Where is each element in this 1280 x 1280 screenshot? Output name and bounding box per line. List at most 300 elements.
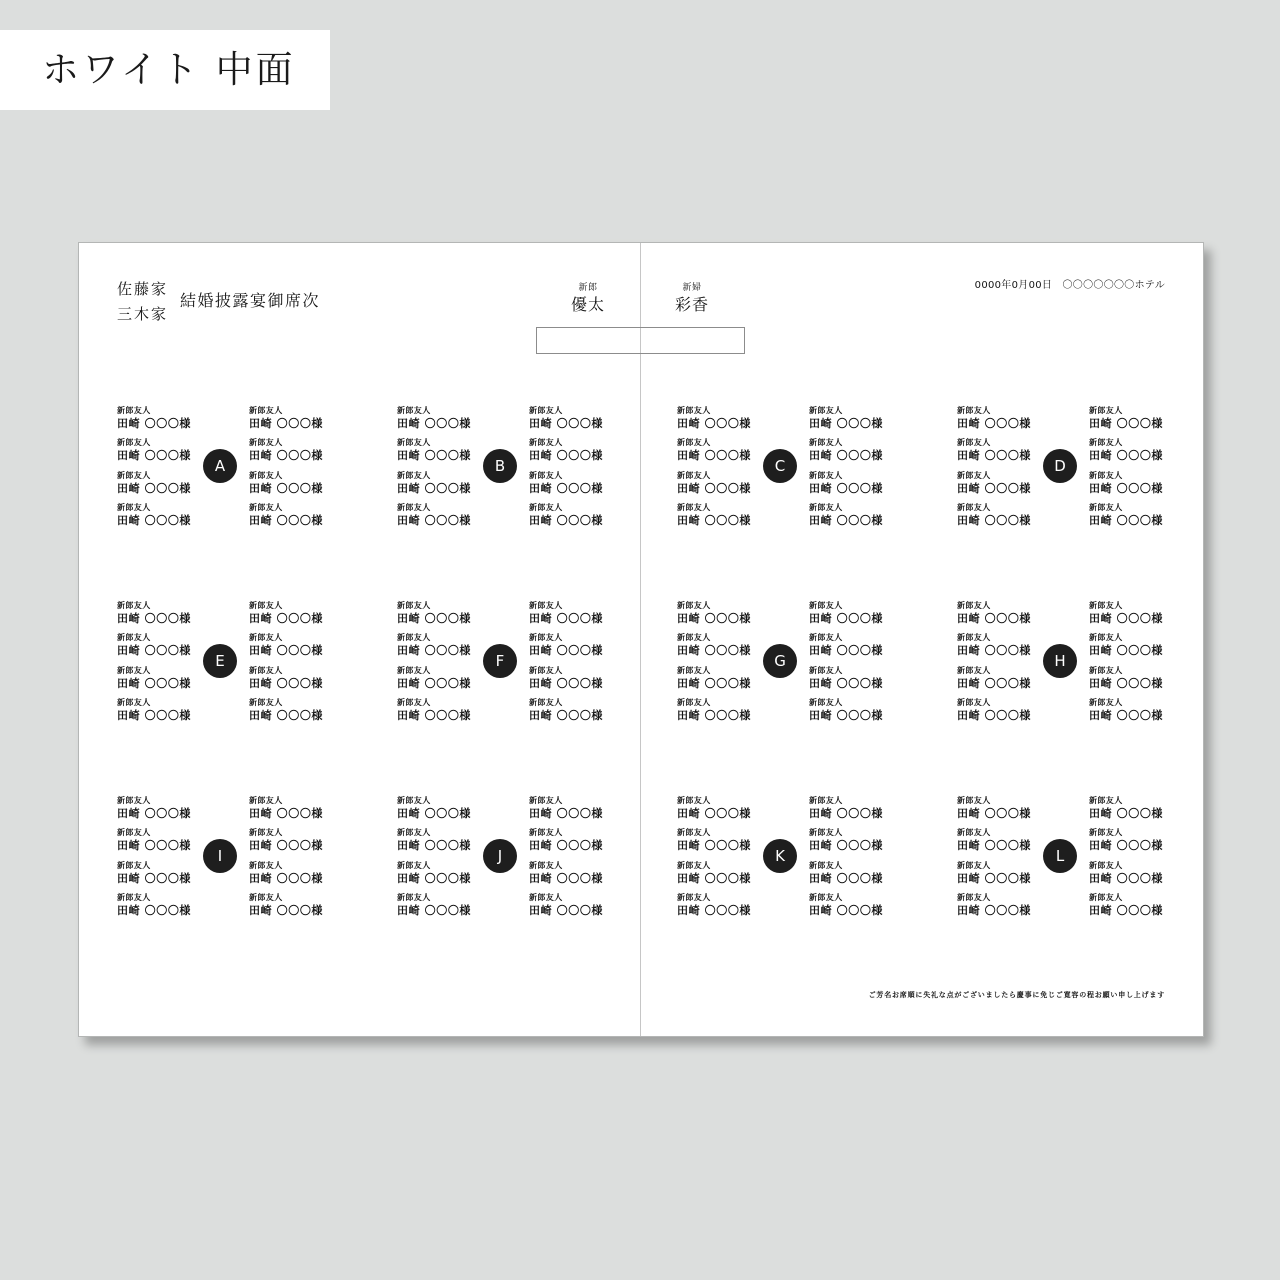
guest-relation: 新郎友人: [957, 633, 991, 643]
guest-name: 田崎 〇〇〇様: [529, 481, 604, 495]
guest-column-right: [1089, 795, 1169, 926]
guest-name: 田崎 〇〇〇様: [677, 676, 752, 690]
guest-entry: [529, 437, 609, 470]
guest-name: 田崎 〇〇〇様: [809, 839, 884, 853]
guest-column-left: [957, 405, 1037, 536]
guest-name: 田崎 〇〇〇様: [397, 871, 472, 885]
table-letter-badge: [203, 644, 237, 678]
guest-name: 田崎 〇〇〇様: [117, 514, 192, 528]
guest-entry: [957, 405, 1037, 438]
guest-name: 田崎 〇〇〇様: [1089, 449, 1164, 463]
guest-relation: 新郎友人: [529, 438, 563, 448]
guest-name: 田崎 〇〇〇様: [117, 839, 192, 853]
guest-entry: [677, 600, 757, 633]
guest-relation: 新郎友人: [957, 405, 991, 415]
guest-name: 田崎 〇〇〇様: [397, 644, 472, 658]
guest-entry: [529, 827, 609, 860]
guest-relation: 新郎友人: [809, 633, 843, 643]
guest-name: 田崎 〇〇〇様: [117, 416, 192, 430]
guest-name: 田崎 〇〇〇様: [529, 611, 604, 625]
guest-column-right: [529, 405, 609, 536]
guest-relation: 新郎友人: [677, 698, 711, 708]
guest-relation: 新郎友人: [397, 405, 431, 415]
guest-name: 田崎 〇〇〇様: [249, 611, 324, 625]
guest-entry: [117, 827, 197, 860]
table-e: [117, 600, 323, 731]
table-g: [677, 600, 883, 731]
guest-column-right: [529, 795, 609, 926]
guest-entry: [397, 405, 477, 438]
guest-name: 田崎 〇〇〇様: [1089, 644, 1164, 658]
guest-name: 田崎 〇〇〇様: [957, 449, 1032, 463]
guest-relation: 新郎友人: [809, 698, 843, 708]
guest-column-right: [809, 795, 889, 926]
table-letter-badge: [1043, 644, 1077, 678]
guest-relation: 新郎友人: [677, 795, 711, 805]
seating-chart-title: 結婚披露宴御席次: [180, 291, 321, 310]
guest-entry: [397, 632, 477, 665]
guest-relation: 新郎友人: [397, 600, 431, 610]
guest-relation: 新郎友人: [117, 438, 151, 448]
guest-entry: [677, 665, 757, 698]
guest-entry: [117, 632, 197, 665]
family-names: [117, 277, 168, 327]
guest-relation: 新郎友人: [397, 893, 431, 903]
guest-entry: [117, 795, 197, 828]
table-letter-badge: [763, 839, 797, 873]
guest-entry: [677, 470, 757, 503]
guest-entry: [957, 632, 1037, 665]
guest-entry: [809, 665, 889, 698]
guest-relation: 新郎友人: [117, 860, 151, 870]
guest-column-left: [117, 600, 197, 731]
guest-relation: 新郎友人: [957, 795, 991, 805]
guest-relation: 新郎友人: [957, 860, 991, 870]
guest-relation: 新郎友人: [249, 633, 283, 643]
guest-entry: [397, 665, 477, 698]
guest-entry: [1089, 600, 1169, 633]
guest-column-left: [677, 795, 757, 926]
table-letter: E: [215, 651, 225, 670]
table-l: [957, 795, 1163, 926]
date-venue: 0000年0月00日 〇〇〇〇〇〇〇ホテル: [974, 280, 1165, 291]
guest-entry: [117, 470, 197, 503]
guest-relation: 新郎友人: [397, 438, 431, 448]
guest-relation: 新郎友人: [677, 828, 711, 838]
guest-name: 田崎 〇〇〇様: [397, 839, 472, 853]
guest-entry: [957, 437, 1037, 470]
guest-relation: 新郎友人: [809, 828, 843, 838]
table-k: [677, 795, 883, 926]
guest-column-left: [397, 405, 477, 536]
guest-name: 田崎 〇〇〇様: [809, 904, 884, 918]
guest-name: 田崎 〇〇〇様: [117, 644, 192, 658]
guest-name: 田崎 〇〇〇様: [677, 514, 752, 528]
guest-relation: 新郎友人: [397, 470, 431, 480]
guest-entry: [117, 860, 197, 893]
guest-name: 田崎 〇〇〇様: [529, 449, 604, 463]
guest-relation: 新郎友人: [957, 665, 991, 675]
guest-name: 田崎 〇〇〇様: [809, 644, 884, 658]
guest-relation: 新郎友人: [677, 860, 711, 870]
guest-entry: [529, 502, 609, 535]
guest-entry: [1089, 827, 1169, 860]
guest-relation: 新郎友人: [957, 698, 991, 708]
guest-entry: [809, 827, 889, 860]
guest-entry: [1089, 795, 1169, 828]
guest-entry: [957, 827, 1037, 860]
guest-entry: [117, 502, 197, 535]
groom-role-label: 新郎: [578, 283, 598, 293]
guest-relation: 新郎友人: [529, 600, 563, 610]
guest-relation: 新郎友人: [809, 860, 843, 870]
guest-relation: 新郎友人: [529, 860, 563, 870]
table-letter-badge: [1043, 449, 1077, 483]
guest-relation: 新郎友人: [529, 665, 563, 675]
table-letter: L: [1055, 846, 1065, 865]
guest-name: 田崎 〇〇〇様: [249, 904, 324, 918]
groom-block: [553, 282, 623, 316]
guest-entry: [809, 470, 889, 503]
guest-name: 田崎 〇〇〇様: [1089, 481, 1164, 495]
guest-column-left: [957, 795, 1037, 926]
guest-entry: [397, 697, 477, 730]
guest-entry: [957, 502, 1037, 535]
guest-name: 田崎 〇〇〇様: [249, 871, 324, 885]
guest-name: 田崎 〇〇〇様: [529, 904, 604, 918]
guest-relation: 新郎友人: [117, 795, 151, 805]
guest-relation: 新郎友人: [117, 470, 151, 480]
guest-name: 田崎 〇〇〇様: [529, 644, 604, 658]
guest-relation: 新郎友人: [1089, 828, 1123, 838]
guest-column-right: [249, 795, 329, 926]
guest-relation: 新郎友人: [809, 600, 843, 610]
table-letter: H: [1054, 651, 1066, 670]
guest-entry: [529, 405, 609, 438]
guest-name: 田崎 〇〇〇様: [117, 676, 192, 690]
guest-name: 田崎 〇〇〇様: [529, 709, 604, 723]
table-letter-badge: [203, 449, 237, 483]
guest-name: 田崎 〇〇〇様: [529, 806, 604, 820]
guest-entry: [249, 600, 329, 633]
guest-relation: 新郎友人: [957, 503, 991, 513]
guest-relation: 新郎友人: [117, 600, 151, 610]
table-letter-badge: [763, 449, 797, 483]
guest-entry: [1089, 860, 1169, 893]
guest-relation: 新郎友人: [677, 665, 711, 675]
guest-column-right: [249, 405, 329, 536]
guest-name: 田崎 〇〇〇様: [1089, 871, 1164, 885]
guest-relation: 新郎友人: [249, 665, 283, 675]
table-i: [117, 795, 323, 926]
guest-relation: 新郎友人: [1089, 633, 1123, 643]
guest-name: 田崎 〇〇〇様: [1089, 611, 1164, 625]
table-letter-badge: [483, 644, 517, 678]
guest-entry: [397, 795, 477, 828]
variant-label: ホワイト 中面: [0, 30, 330, 110]
guest-name: 田崎 〇〇〇様: [957, 676, 1032, 690]
guest-name: 田崎 〇〇〇様: [957, 611, 1032, 625]
guest-entry: [1089, 405, 1169, 438]
guest-relation: 新郎友人: [529, 795, 563, 805]
guest-relation: 新郎友人: [529, 405, 563, 415]
guest-entry: [677, 892, 757, 925]
guest-column-left: [957, 600, 1037, 731]
guest-column-left: [117, 795, 197, 926]
guest-name: 田崎 〇〇〇様: [809, 709, 884, 723]
guest-name: 田崎 〇〇〇様: [677, 611, 752, 625]
guest-relation: 新郎友人: [957, 828, 991, 838]
guest-relation: 新郎友人: [1089, 893, 1123, 903]
guest-name: 田崎 〇〇〇様: [249, 644, 324, 658]
guest-relation: 新郎友人: [249, 600, 283, 610]
guest-entry: [809, 405, 889, 438]
table-letter: C: [774, 456, 786, 475]
guest-name: 田崎 〇〇〇様: [397, 709, 472, 723]
guest-entry: [529, 892, 609, 925]
guest-relation: 新郎友人: [397, 633, 431, 643]
guest-entry: [677, 827, 757, 860]
guest-entry: [249, 502, 329, 535]
guest-name: 田崎 〇〇〇様: [249, 839, 324, 853]
guest-relation: 新郎友人: [957, 893, 991, 903]
guest-name: 田崎 〇〇〇様: [1089, 904, 1164, 918]
guest-relation: 新郎友人: [397, 860, 431, 870]
guest-name: 田崎 〇〇〇様: [677, 481, 752, 495]
guest-entry: [529, 665, 609, 698]
guest-relation: 新郎友人: [249, 893, 283, 903]
seating-chart-spread: [78, 242, 1204, 1037]
groom-name: 優太: [570, 295, 605, 314]
apology-note: ご芳名お席順に失礼な点がございましたら慶事に免じご寛容の程お願い申し上げます: [868, 991, 1165, 999]
guest-entry: [249, 892, 329, 925]
guest-name: 田崎 〇〇〇様: [249, 514, 324, 528]
guest-entry: [117, 405, 197, 438]
guest-relation: 新郎友人: [397, 503, 431, 513]
guest-relation: 新郎友人: [249, 795, 283, 805]
guest-entry: [677, 502, 757, 535]
guest-name: 田崎 〇〇〇様: [677, 806, 752, 820]
guest-name: 田崎 〇〇〇様: [249, 709, 324, 723]
guest-entry: [249, 665, 329, 698]
guest-relation: 新郎友人: [809, 405, 843, 415]
guest-column-right: [809, 405, 889, 536]
guest-relation: 新郎友人: [249, 503, 283, 513]
guest-relation: 新郎友人: [529, 470, 563, 480]
table-letter: A: [214, 456, 226, 475]
guest-name: 田崎 〇〇〇様: [677, 449, 752, 463]
guest-entry: [809, 600, 889, 633]
guest-entry: [529, 860, 609, 893]
guest-relation: 新郎友人: [529, 503, 563, 513]
guest-entry: [249, 697, 329, 730]
guest-entry: [957, 697, 1037, 730]
guest-relation: 新郎友人: [957, 600, 991, 610]
guest-entry: [529, 470, 609, 503]
guest-relation: 新郎友人: [809, 893, 843, 903]
guest-name: 田崎 〇〇〇様: [529, 514, 604, 528]
guest-entry: [677, 405, 757, 438]
table-letter: F: [495, 651, 505, 670]
guest-name: 田崎 〇〇〇様: [117, 806, 192, 820]
guest-name: 田崎 〇〇〇様: [117, 904, 192, 918]
guest-entry: [117, 600, 197, 633]
guest-name: 田崎 〇〇〇様: [957, 839, 1032, 853]
guest-relation: 新郎友人: [809, 470, 843, 480]
guest-name: 田崎 〇〇〇様: [529, 839, 604, 853]
guest-relation: 新郎友人: [1089, 600, 1123, 610]
guest-name: 田崎 〇〇〇様: [249, 676, 324, 690]
table-letter: J: [497, 846, 503, 865]
guest-name: 田崎 〇〇〇様: [1089, 839, 1164, 853]
guest-name: 田崎 〇〇〇様: [397, 806, 472, 820]
guest-name: 田崎 〇〇〇様: [249, 416, 324, 430]
guest-entry: [249, 405, 329, 438]
guest-relation: 新郎友人: [809, 438, 843, 448]
guest-entry: [1089, 665, 1169, 698]
guest-relation: 新郎友人: [117, 633, 151, 643]
guest-name: 田崎 〇〇〇様: [117, 481, 192, 495]
table-a: [117, 405, 323, 536]
guest-name: 田崎 〇〇〇様: [809, 449, 884, 463]
guest-entry: [1089, 437, 1169, 470]
table-h: [957, 600, 1163, 731]
guest-relation: 新郎友人: [117, 698, 151, 708]
guest-name: 田崎 〇〇〇様: [397, 611, 472, 625]
guest-name: 田崎 〇〇〇様: [677, 839, 752, 853]
table-letter-badge: [763, 644, 797, 678]
guest-name: 田崎 〇〇〇様: [117, 449, 192, 463]
guest-relation: 新郎友人: [117, 828, 151, 838]
guest-name: 田崎 〇〇〇様: [1089, 676, 1164, 690]
guest-entry: [397, 470, 477, 503]
guest-relation: 新郎友人: [1089, 795, 1123, 805]
guest-name: 田崎 〇〇〇様: [957, 416, 1032, 430]
guest-name: 田崎 〇〇〇様: [117, 709, 192, 723]
guest-entry: [1089, 892, 1169, 925]
guest-entry: [809, 502, 889, 535]
guest-column-right: [809, 600, 889, 731]
guest-name: 田崎 〇〇〇様: [957, 644, 1032, 658]
guest-relation: 新郎友人: [397, 698, 431, 708]
guest-entry: [957, 860, 1037, 893]
guest-relation: 新郎友人: [1089, 503, 1123, 513]
guest-entry: [1089, 502, 1169, 535]
table-letter-badge: [203, 839, 237, 873]
guest-relation: 新郎友人: [529, 893, 563, 903]
guest-entry: [1089, 697, 1169, 730]
guest-name: 田崎 〇〇〇様: [249, 806, 324, 820]
guest-entry: [957, 795, 1037, 828]
guest-name: 田崎 〇〇〇様: [677, 644, 752, 658]
guest-entry: [397, 600, 477, 633]
guest-entry: [117, 437, 197, 470]
guest-relation: 新郎友人: [117, 893, 151, 903]
guest-entry: [809, 697, 889, 730]
guest-entry: [677, 795, 757, 828]
guest-relation: 新郎友人: [809, 795, 843, 805]
guest-relation: 新郎友人: [957, 438, 991, 448]
guest-column-left: [397, 795, 477, 926]
table-letter: K: [775, 846, 785, 865]
table-b: [397, 405, 603, 536]
table-letter: I: [217, 846, 223, 865]
guest-name: 田崎 〇〇〇様: [957, 481, 1032, 495]
table-f: [397, 600, 603, 731]
table-d: [957, 405, 1163, 536]
guest-name: 田崎 〇〇〇様: [957, 904, 1032, 918]
guest-name: 田崎 〇〇〇様: [397, 481, 472, 495]
guest-name: 田崎 〇〇〇様: [809, 481, 884, 495]
guest-relation: 新郎友人: [249, 860, 283, 870]
guest-entry: [809, 860, 889, 893]
bride-name: 彩香: [674, 295, 709, 314]
guest-entry: [397, 502, 477, 535]
guest-relation: 新郎友人: [677, 600, 711, 610]
guest-name: 田崎 〇〇〇様: [809, 611, 884, 625]
guest-name: 田崎 〇〇〇様: [1089, 416, 1164, 430]
guest-relation: 新郎友人: [677, 503, 711, 513]
guest-name: 田崎 〇〇〇様: [397, 514, 472, 528]
guest-name: 田崎 〇〇〇様: [117, 611, 192, 625]
guest-entry: [397, 437, 477, 470]
guest-relation: 新郎友人: [529, 698, 563, 708]
guest-column-right: [249, 600, 329, 731]
guest-name: 田崎 〇〇〇様: [397, 416, 472, 430]
guest-relation: 新郎友人: [117, 405, 151, 415]
guest-relation: 新郎友人: [249, 470, 283, 480]
guest-name: 田崎 〇〇〇様: [809, 676, 884, 690]
guest-entry: [249, 437, 329, 470]
guest-name: 田崎 〇〇〇様: [529, 871, 604, 885]
guest-entry: [809, 632, 889, 665]
table-c: [677, 405, 883, 536]
head-table-box: [536, 327, 745, 354]
guest-name: 田崎 〇〇〇様: [677, 904, 752, 918]
guest-column-left: [677, 405, 757, 536]
guest-relation: 新郎友人: [117, 665, 151, 675]
guest-name: 田崎 〇〇〇様: [957, 514, 1032, 528]
guest-relation: 新郎友人: [397, 795, 431, 805]
guest-column-right: [529, 600, 609, 731]
guest-entry: [677, 437, 757, 470]
seating-tables-grid: [117, 405, 1163, 926]
guest-name: 田崎 〇〇〇様: [1089, 709, 1164, 723]
guest-relation: 新郎友人: [677, 405, 711, 415]
guest-entry: [529, 795, 609, 828]
guest-entry: [529, 697, 609, 730]
guest-relation: 新郎友人: [249, 828, 283, 838]
bride-block: [657, 282, 727, 316]
family-name: 佐藤家: [117, 280, 169, 298]
guest-relation: 新郎友人: [957, 470, 991, 480]
guest-entry: [809, 795, 889, 828]
guest-relation: 新郎友人: [1089, 698, 1123, 708]
guest-entry: [957, 665, 1037, 698]
guest-relation: 新郎友人: [809, 665, 843, 675]
guest-name: 田崎 〇〇〇様: [957, 709, 1032, 723]
table-letter: G: [774, 651, 786, 670]
table-letter-badge: [483, 449, 517, 483]
guest-relation: 新郎友人: [677, 633, 711, 643]
guest-name: 田崎 〇〇〇様: [249, 481, 324, 495]
guest-name: 田崎 〇〇〇様: [809, 806, 884, 820]
guest-name: 田崎 〇〇〇様: [1089, 806, 1164, 820]
guest-name: 田崎 〇〇〇様: [397, 449, 472, 463]
guest-relation: 新郎友人: [117, 503, 151, 513]
guest-name: 田崎 〇〇〇様: [809, 514, 884, 528]
guest-entry: [117, 892, 197, 925]
